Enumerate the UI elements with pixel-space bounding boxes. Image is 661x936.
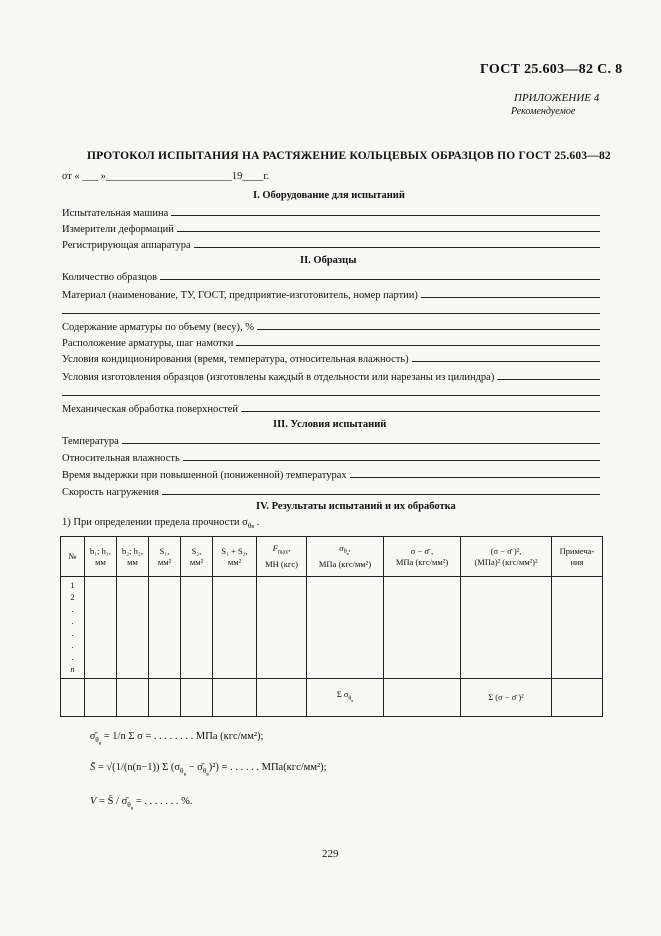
- field-manufacture-conditions[interactable]: Условия изготовления образцов (изготовлены каждый в отдельности или нарезаны из цилиндра): [62, 370, 600, 383]
- col-fmax: $F_{max}$, МН (кгс): [257, 537, 307, 577]
- page-number: 229: [322, 848, 339, 860]
- field-sample-count[interactable]: Количество образцов: [62, 270, 600, 283]
- col-deviation: σ − σ̄ , МПа (кгс/мм²): [384, 537, 461, 577]
- table-row: [61, 577, 603, 679]
- col-no: №: [61, 537, 85, 577]
- field-temperature[interactable]: Температура: [62, 434, 600, 447]
- field-reinforcement-layout[interactable]: Расположение арматуры, шаг намотки: [62, 336, 600, 349]
- sum-deviation-squared: Σ (σ − σ̄ )²: [461, 679, 552, 717]
- formula-variation: V = S̄ / $\sigmā_{\theta_в}$ = . . . . . . . %.: [90, 796, 193, 812]
- row-numbers: 1 2 . . . . . n: [61, 577, 85, 679]
- section-samples-title: II. Образцы: [300, 255, 357, 266]
- table-sum-row: [61, 679, 603, 717]
- field-loading-rate[interactable]: Скорость нагружения: [62, 485, 600, 498]
- page-title: ПРОТОКОЛ ИСПЫТАНИЯ НА РАСТЯЖЕНИЕ КОЛЬЦЕВЫХ ОБРАЗЦОВ ПО ГОСТ 25.603—82: [87, 150, 611, 162]
- field-recording-equipment[interactable]: Регистрирующая аппаратура: [62, 238, 600, 251]
- field-holding-time[interactable]: Время выдержки при повышенной (пониженной) температурах: [62, 468, 600, 481]
- col-b2: b₂; h₂, мм: [117, 537, 149, 577]
- col-b1: b₁; h₁, мм: [85, 537, 117, 577]
- section-results-title: IV. Результаты испытаний и их обработка: [256, 501, 456, 512]
- col-sigma: $\sigma_{\theta_в}$, МПа (кгс/мм²): [307, 537, 384, 577]
- col-deviation-squared: (σ − σ̄ )², (МПа)² (кгс/мм²)²: [461, 537, 552, 577]
- results-table: [60, 536, 603, 717]
- table-header-row: [61, 537, 603, 577]
- col-s-sum: S₁ + S₂, мм²: [213, 537, 257, 577]
- standard-header: ГОСТ 25.603—82 С. 8: [480, 62, 623, 77]
- field-reinforcement-content[interactable]: Содержание арматуры по объему (весу), %: [62, 320, 600, 333]
- field-material[interactable]: Материал (наименование, ТУ, ГОСТ, предприятие-изготовитель, номер партии): [62, 288, 600, 301]
- field-surface-treatment[interactable]: Механическая обработка поверхностей: [62, 402, 600, 415]
- date-line: от « ___ »________________________19____г.: [62, 171, 270, 182]
- appendix-label: ПРИЛОЖЕНИЕ 4: [514, 92, 600, 104]
- col-s1: S₁, мм²: [149, 537, 181, 577]
- col-s2: S₂, мм²: [181, 537, 213, 577]
- field-strain-gauges[interactable]: Измерители деформаций: [62, 222, 600, 235]
- appendix-note: Рекомендуемое: [511, 106, 576, 117]
- formula-mean: $\sigmā_{\theta_в} = 1/n$ Σ σ = . . . . . . . . МПа (кгс/мм²);: [90, 731, 264, 747]
- field-humidity[interactable]: Относительная влажность: [62, 451, 600, 464]
- field-conditioning[interactable]: Условия кондиционирования (время, температура, относительная влажность): [62, 352, 600, 365]
- blank-line[interactable]: [62, 395, 600, 396]
- section-equipment-title: I. Оборудование для испытаний: [253, 190, 405, 201]
- results-subtitle: 1) При определении предела прочности $\sigma_{\theta в}$ .: [62, 517, 260, 531]
- section-conditions-title: III. Условия испытаний: [273, 419, 387, 430]
- col-notes: Примеча- ния: [552, 537, 603, 577]
- blank-line[interactable]: [62, 313, 600, 314]
- formula-std: S̄ = √(1/(n(n−1)) Σ ($\sigma_{\theta_в}$ − $\sigmā_{\theta_в})^2$) = . . . . . . МПа(кгс/мм²);: [90, 762, 327, 778]
- field-test-machine[interactable]: Испытательная машина: [62, 206, 600, 219]
- sum-sigma: Σ $\sigma_{\theta_в}$: [307, 679, 384, 717]
